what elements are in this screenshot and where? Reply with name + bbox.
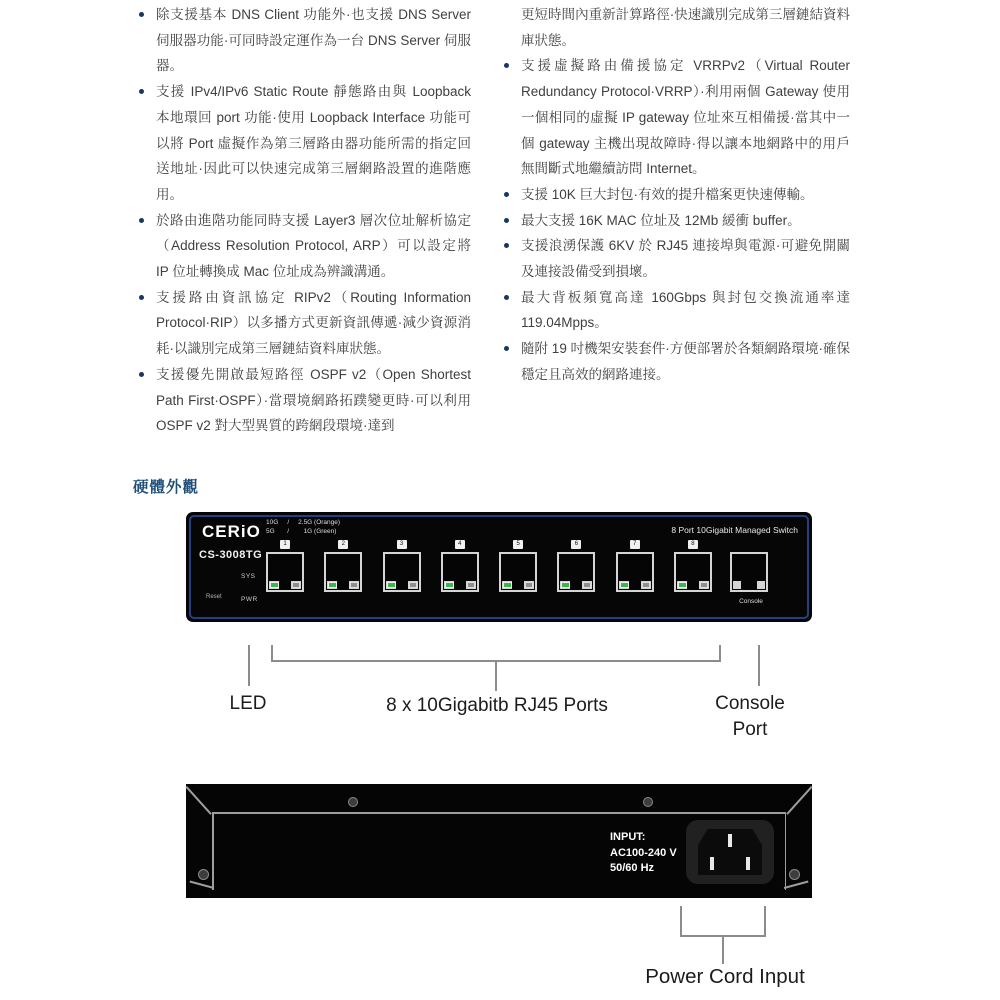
console-callout-label bbox=[702, 691, 798, 743]
feature-item: 隨附 19 吋機架安裝套件·方便部署於各類網路環境·確保穩定且高效的網路連接。 bbox=[498, 336, 850, 387]
feature-item: 最大支援 16K MAC 位址及 12Mb 緩衝 buffer。 bbox=[498, 208, 850, 234]
console-callout-line1: Console bbox=[715, 693, 785, 714]
jack-notch bbox=[687, 581, 699, 589]
feature-list-right bbox=[498, 53, 850, 387]
green-led-icon bbox=[620, 582, 629, 588]
back-panel-edge bbox=[212, 812, 214, 890]
rj45-jack-icon bbox=[383, 552, 421, 592]
socket-pin-slot bbox=[746, 857, 750, 870]
jack-notch bbox=[512, 581, 524, 589]
back-panel-edge bbox=[784, 881, 809, 889]
console-callout-line bbox=[758, 645, 760, 686]
feature-item: 支援優先開啟最短路徑 OSPF v2（Open Shortest Path First·OSPF）·當環境網路拓蹼變更時·可以利用 OSPF v2 對大型異質的跨網段環境·達到 bbox=[133, 362, 471, 439]
status-led-icon bbox=[642, 582, 650, 588]
port-number-label: 5 bbox=[513, 540, 523, 549]
socket-pin-slot bbox=[728, 834, 732, 847]
feature-item: 於路由進階功能同時支援 Layer3 層次位址解析協定（Address Resolution Protocol, ARP）可以設定將 IP 位址轉換成 Mac 位址成為辨識溝通。 bbox=[133, 208, 471, 285]
jack-notch bbox=[279, 581, 291, 589]
switch-back-panel-image bbox=[186, 784, 812, 898]
screw-icon bbox=[789, 869, 800, 880]
port-number-label: 4 bbox=[455, 540, 465, 549]
input-line3: 50/60 Hz bbox=[610, 862, 655, 874]
status-led-icon bbox=[292, 582, 300, 588]
rj45-jack-icon bbox=[499, 552, 537, 592]
port-number-label: 7 bbox=[630, 540, 640, 549]
green-led-icon bbox=[445, 582, 454, 588]
jack-notch bbox=[396, 581, 408, 589]
model-number: CS-3008TG bbox=[199, 549, 263, 561]
feature-item: 最大背板頻寬高達 160Gbps 與封包交換流通率達 119.04Mpps。 bbox=[498, 285, 850, 336]
back-panel-edge bbox=[186, 786, 212, 815]
rj45-jack-icon bbox=[674, 552, 712, 592]
rj45-ports-row bbox=[266, 540, 712, 592]
port-number-label: 6 bbox=[571, 540, 581, 549]
ports-callout-bracket bbox=[271, 645, 721, 662]
screw-icon bbox=[348, 797, 358, 807]
reset-label: Reset bbox=[206, 594, 222, 600]
legend-line1: 10G / 2.5G (Orange) bbox=[266, 519, 341, 526]
panel-title: 8 Port 10Gigabit Managed Switch bbox=[671, 525, 798, 535]
green-led-icon bbox=[678, 582, 687, 588]
status-led-icon bbox=[350, 582, 358, 588]
sys-led-label: SYS bbox=[241, 573, 256, 580]
power-input-spec bbox=[610, 830, 677, 877]
power-callout-label: Power Cord Input bbox=[645, 965, 805, 988]
rj45-jack-icon bbox=[616, 552, 654, 592]
feature-item: 支援 10K 巨大封包·有效的提升檔案更快速傳輸。 bbox=[498, 182, 850, 208]
back-panel-edge bbox=[786, 786, 812, 815]
port-number-label: 8 bbox=[688, 540, 698, 549]
green-led-icon bbox=[270, 582, 279, 588]
rj45-port-7 bbox=[616, 540, 654, 592]
rj45-port-3 bbox=[383, 540, 421, 592]
feature-item: 除支援基本 DNS Client 功能外·也支援 DNS Server 伺服器功能·可同時設定運作為一台 DNS Server 伺服器。 bbox=[133, 2, 471, 79]
status-led-icon bbox=[525, 582, 533, 588]
speed-legend bbox=[266, 519, 340, 536]
power-callout-bracket bbox=[680, 906, 766, 937]
back-panel-edge bbox=[190, 881, 215, 889]
green-led-icon bbox=[561, 582, 570, 588]
power-callout-stem bbox=[722, 937, 724, 964]
switch-front-panel-image bbox=[186, 512, 812, 622]
rj45-port-5 bbox=[499, 540, 537, 592]
rj45-port-2 bbox=[324, 540, 362, 592]
feature-list-left bbox=[133, 2, 471, 439]
green-led-icon bbox=[503, 582, 512, 588]
led-callout-line bbox=[248, 645, 250, 686]
rj45-port-1 bbox=[266, 540, 304, 592]
feature-column-right bbox=[498, 2, 850, 388]
jack-notch bbox=[454, 581, 466, 589]
rj45-jack-icon bbox=[266, 552, 304, 592]
status-led-icon bbox=[700, 582, 708, 588]
jack-notch bbox=[570, 581, 582, 589]
port-number-label: 2 bbox=[338, 540, 348, 549]
feature-item: 支援浪湧保護 6KV 於 RJ45 連接埠與電源·可避免開關及連接設備受到損壞。 bbox=[498, 233, 850, 284]
status-led-icon bbox=[583, 582, 591, 588]
feature-item: 支援路由資訊協定 RIPv2（Routing Information Protocol·RIP）以多播方式更新資訊傳遞·減少資源消耗·以識別完成第三層鏈結資料庫狀態。 bbox=[133, 285, 471, 362]
socket-pin-slot bbox=[710, 857, 714, 870]
rj45-jack-icon bbox=[557, 552, 595, 592]
ports-callout-stem bbox=[495, 662, 497, 691]
brand-logo: CERiO bbox=[202, 522, 261, 541]
status-led-icon bbox=[409, 582, 417, 588]
feature-column-left bbox=[133, 2, 471, 439]
pwr-led-label: PWR bbox=[241, 596, 258, 603]
rj45-jack-icon bbox=[324, 552, 362, 592]
screw-icon bbox=[198, 869, 209, 880]
console-callout-line2: Port bbox=[732, 719, 768, 740]
jack-notch bbox=[741, 581, 757, 589]
feature-item: 支援虛擬路由備援協定 VRRPv2（Virtual Router Redundancy Protocol·VRRP）·利用兩個 Gateway 使用一個相同的虛擬 IP gateway 位址來互相備援·當其中一個 gateway 主機出現故障時·得以讓本地網路中的用戶無間斷式地繼續訪問 Internet。 bbox=[498, 53, 850, 182]
section-heading: 硬體外觀 bbox=[133, 479, 200, 496]
back-panel-edge bbox=[785, 812, 787, 890]
ports-callout-label: 8 x 10Gigabitb RJ45 Ports bbox=[386, 695, 608, 716]
rj45-port-4 bbox=[441, 540, 479, 592]
console-port bbox=[730, 552, 772, 592]
back-panel-edge bbox=[212, 812, 786, 814]
feature-item: 支援 IPv4/IPv6 Static Route 靜態路由與 Loopback 本地環回 port 功能·使用 Loopback Interface 功能可以將 Port 虛擬作為第三層路由器功能所需的指定回送地址·因此可以快速完成第三層網路設置的進階應用。 bbox=[133, 79, 471, 208]
legend-line2: 5G / 1G (Green) bbox=[266, 527, 337, 535]
status-led-icon bbox=[467, 582, 475, 588]
jack-notch bbox=[337, 581, 349, 589]
port-number-label: 1 bbox=[280, 540, 290, 549]
green-led-icon bbox=[328, 582, 337, 588]
led-callout-label: LED bbox=[229, 693, 267, 714]
power-socket-icon bbox=[686, 820, 774, 884]
input-line1: INPUT: bbox=[610, 831, 646, 843]
green-led-icon bbox=[387, 582, 396, 588]
rj45-port-6 bbox=[557, 540, 595, 592]
rj45-port-8 bbox=[674, 540, 712, 592]
console-port-label: Console bbox=[739, 598, 763, 605]
screw-icon bbox=[643, 797, 653, 807]
rj45-jack-icon bbox=[441, 552, 479, 592]
feature-continuation: 更短時間內重新計算路徑·快速識別完成第三層鏈結資料庫狀態。 bbox=[521, 7, 850, 48]
jack-notch bbox=[629, 581, 641, 589]
input-line2: AC100-240 V bbox=[610, 846, 677, 859]
port-number-label: 3 bbox=[397, 540, 407, 549]
console-jack-icon bbox=[730, 552, 768, 592]
